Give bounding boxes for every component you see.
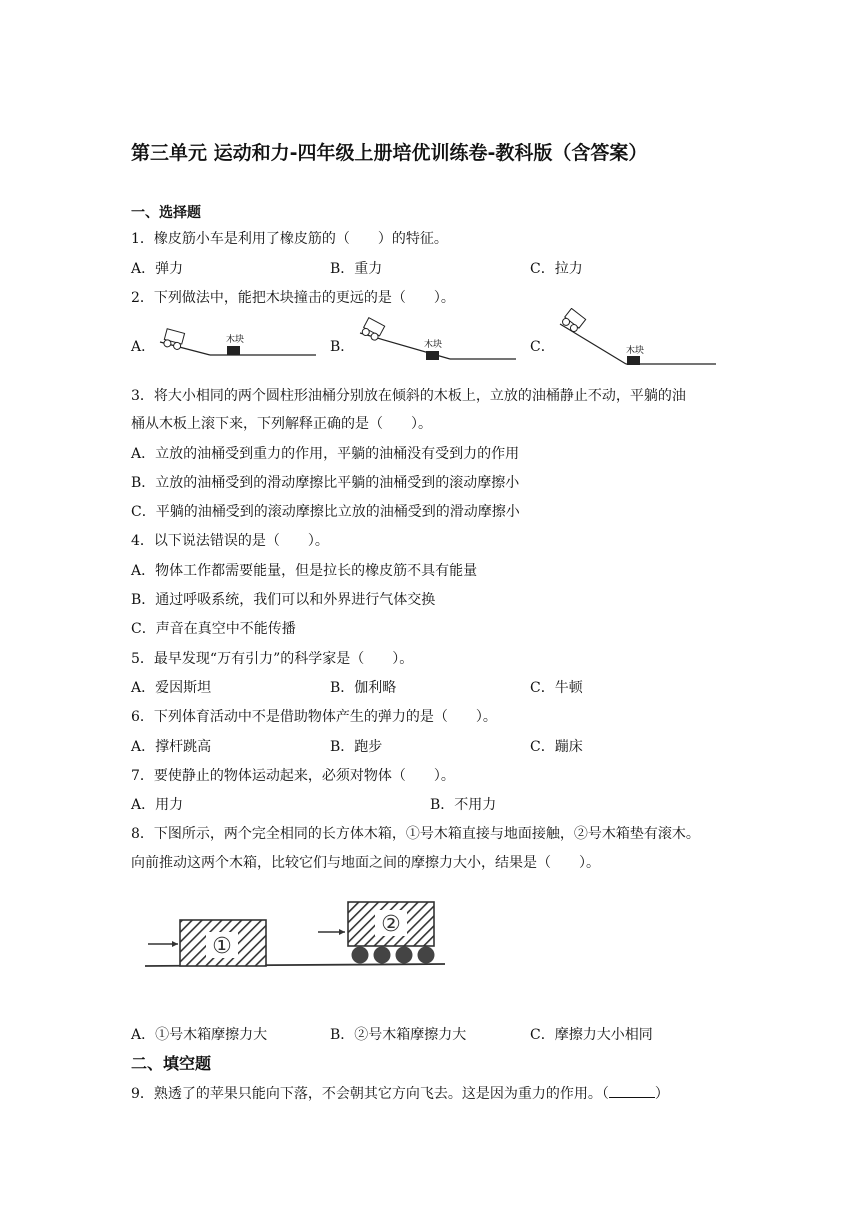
question-1-option-a: A．弹力 <box>131 261 184 277</box>
question-7-option-a: A．用力 <box>131 797 184 813</box>
question-8-stem-line2: 向前推动这两个木箱，比较它们与地面之间的摩擦力大小，结果是（ ）。 <box>131 855 600 871</box>
question-3-option-a: A．立放的油桶受到重力的作用，平躺的油桶没有受到力的作用 <box>131 446 520 462</box>
question-1-stem: 1．橡皮筋小车是利用了橡皮筋的（ ）的特征。 <box>131 231 448 247</box>
question-2-option-c: C． <box>530 339 555 355</box>
section-heading-fill-in: 二、填空题 <box>131 1054 212 1073</box>
question-3-stem-line1: 3．将大小相同的两个圆柱形油桶分别放在倾斜的木板上，立放的油桶静止不动，平躺的油 <box>131 388 686 404</box>
ramp-figure-b <box>350 315 520 367</box>
roller <box>396 947 413 964</box>
box-1-label: ① <box>212 934 232 959</box>
question-6-option-b: B．跑步 <box>330 739 383 755</box>
question-6-option-c: C．蹦床 <box>530 739 583 755</box>
question-2-option-a: A． <box>131 339 156 355</box>
question-2-stem: 2．下列做法中，能把木块撞击的更远的是（ ）。 <box>131 290 455 306</box>
roller <box>418 947 435 964</box>
question-2-option-b: B． <box>330 339 355 355</box>
question-5-option-b: B．伽利略 <box>330 680 397 696</box>
question-3-stem-line2: 桶从木板上滚下来，下列解释正确的是（ ）。 <box>131 416 432 432</box>
question-5-option-c: C．牛顿 <box>530 680 583 696</box>
question-7-option-b: B．不用力 <box>430 797 497 813</box>
question-3-option-c: C．平躺的油桶受到的滚动摩擦比立放的油桶受到的滑动摩擦小 <box>131 504 520 520</box>
question-4-option-a: A．物体工作都需要能量，但是拉长的橡皮筋不具有能量 <box>131 563 478 579</box>
answer-blank[interactable] <box>609 1083 655 1098</box>
question-4-option-c: C．声音在真空中不能传播 <box>131 621 296 637</box>
question-1-option-c: C．拉力 <box>530 261 583 277</box>
question-8-option-b: B．②号木箱摩擦力大 <box>330 1027 467 1043</box>
question-3-option-b: B．立放的油桶受到的滑动摩擦比平躺的油桶受到的滚动摩擦小 <box>131 475 520 491</box>
box-2-label: ② <box>381 912 401 937</box>
question-8-option-a: A．①号木箱摩擦力大 <box>131 1027 268 1043</box>
question-6-option-a: A．撑杆跳高 <box>131 739 212 755</box>
question-8-option-c: C．摩擦力大小相同 <box>530 1027 653 1043</box>
question-9-text: 9．熟透了的苹果只能向下落，不会朝其它方向飞去。这是因为重力的作用。（ <box>131 1086 609 1102</box>
question-9-close-paren: ） <box>654 1086 669 1102</box>
question-1-option-b: B．重力 <box>330 261 383 277</box>
ramp-figure-a <box>150 320 320 362</box>
page-title: 第三单元 运动和力-四年级上册培优训练卷-教科版（含答案） <box>131 142 648 164</box>
wood-block-label-b: 木块 <box>424 340 443 350</box>
question-5-stem: 5．最早发现“万有引力”的科学家是（ ）。 <box>131 651 414 667</box>
question-8-stem-line1: 8．下图所示，两个完全相同的长方体木箱，①号木箱直接与地面接触，②号木箱垫有滚木。 <box>131 826 700 842</box>
wood-block-label-c: 木块 <box>626 346 645 356</box>
section-heading-choice: 一、选择题 <box>131 205 201 221</box>
ramp-figure-c <box>550 308 720 370</box>
question-4-stem: 4．以下说法错误的是（ ）。 <box>131 533 329 549</box>
question-6-stem: 6．下列体育活动中不是借助物体产生的弹力的是（ ）。 <box>131 709 497 725</box>
wooden-boxes-figure <box>140 892 450 974</box>
roller <box>374 947 391 964</box>
question-7-stem: 7．要使静止的物体运动起来，必须对物体（ ）。 <box>131 768 455 784</box>
question-4-option-b: B．通过呼吸系统，我们可以和外界进行气体交换 <box>131 592 436 608</box>
wood-block-label-a: 木块 <box>226 335 245 345</box>
question-9-stem <box>131 1083 669 1103</box>
roller <box>352 947 369 964</box>
question-5-option-a: A．爱因斯坦 <box>131 680 212 696</box>
